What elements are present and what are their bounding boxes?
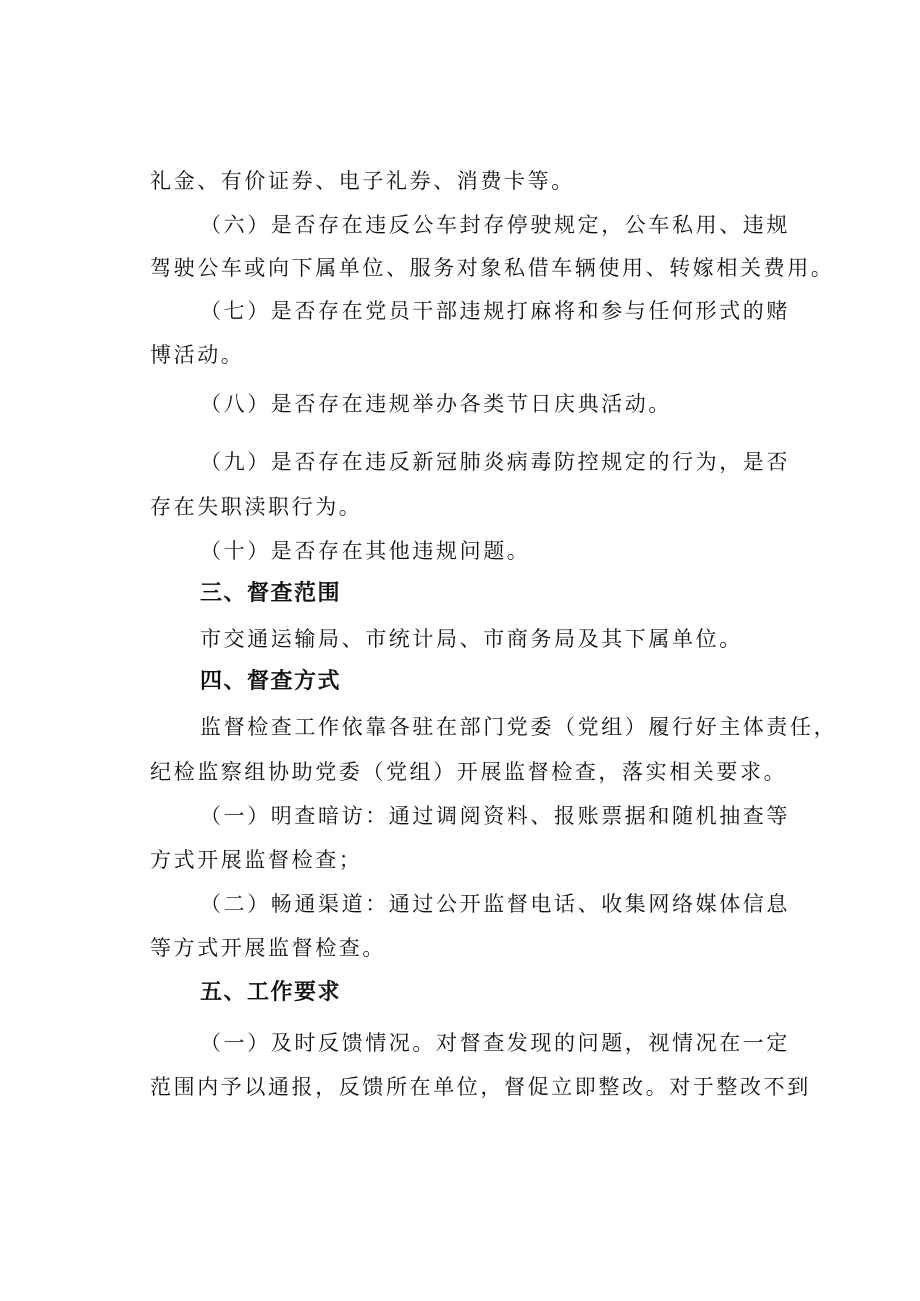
- paragraph-line: （二）畅通渠道：通过公开监督电话、收集网络媒体信息: [200, 892, 790, 916]
- paragraph-line: 等方式开展监督检查。: [150, 936, 386, 960]
- paragraph-line: 方式开展监督检查；: [150, 848, 363, 872]
- section-heading: 四、督查方式: [200, 669, 342, 694]
- paragraph-line: 博活动。: [150, 343, 245, 367]
- paragraph-line: 驾驶公车或向下属单位、服务对象私借车辆使用、转嫁相关费用。: [150, 256, 835, 280]
- paragraph-line: 监督检查工作依靠各驻在部门党委（党组）履行好主体责任，: [200, 715, 838, 739]
- paragraph-line: （六）是否存在违反公车封存停驶规定，公车私用、违规: [200, 213, 790, 237]
- paragraph-line: 存在失职渎职行为。: [150, 495, 363, 519]
- paragraph-line: （一）及时反馈情况。对督查发现的问题，视情况在一定: [200, 1031, 790, 1055]
- paragraph-line: 范围内予以通报，反馈所在单位，督促立即整改。对于整改不到: [150, 1075, 811, 1099]
- paragraph-line: （八）是否存在违规举办各类节日庆典活动。: [200, 392, 672, 416]
- paragraph-line: （七）是否存在党员干部违规打麻将和参与任何形式的赌: [200, 299, 790, 323]
- paragraph-line: 礼金、有价证券、电子礼券、消费卡等。: [150, 169, 575, 193]
- paragraph-line: （九）是否存在违反新冠肺炎病毒防控规定的行为，是否: [200, 450, 790, 474]
- paragraph-line: （十）是否存在其他违规问题。: [200, 539, 531, 563]
- section-heading: 五、工作要求: [200, 980, 342, 1005]
- paragraph-line: （一）明查暗访：通过调阅资料、报账票据和随机抽查等: [200, 804, 790, 828]
- paragraph-line: 纪检监察组协助党委（党组）开展监督检查，落实相关要求。: [150, 760, 788, 784]
- section-heading: 三、督查范围: [200, 581, 342, 606]
- paragraph-line: 市交通运输局、市统计局、市商务局及其下属单位。: [200, 627, 743, 651]
